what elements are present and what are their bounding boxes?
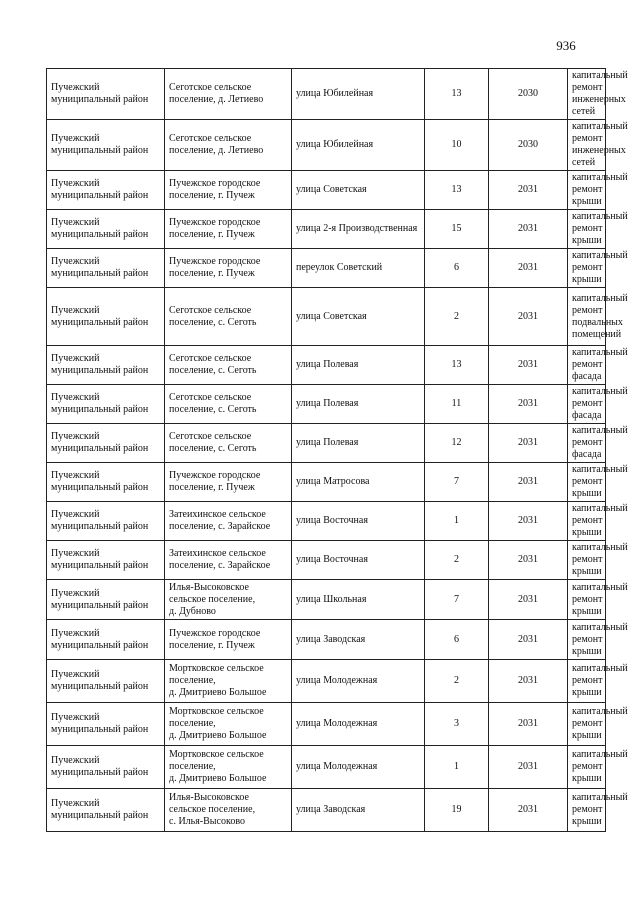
house-number-cell: 1: [425, 502, 489, 541]
table-row: [47, 620, 606, 660]
work-type-cell: капитальный ремонт крыши: [568, 171, 606, 210]
repair-year-cell: 2031: [489, 746, 568, 789]
street-cell: улица 2-я Производственная: [292, 210, 425, 249]
settlement-cell: Затеихинское сельское поселение, с. Зарайское: [165, 502, 292, 541]
settlement-cell: Пучежское городское поселение, г. Пучеж: [165, 463, 292, 502]
work-type-cell: капитальный ремонт крыши: [568, 463, 606, 502]
table-row: [47, 171, 606, 210]
table-row: [47, 69, 606, 120]
page-number: 936: [556, 38, 576, 53]
table-row: [47, 541, 606, 580]
registry-table: [46, 68, 628, 832]
district-cell: Пучежский муниципальный район: [47, 463, 165, 502]
settlement-cell: Пучежское городское поселение, г. Пучеж: [165, 210, 292, 249]
table-row: [47, 210, 606, 249]
street-cell: улица Полевая: [292, 385, 425, 424]
repair-year-cell: 2030: [489, 69, 568, 120]
street-cell: улица Матросова: [292, 463, 425, 502]
work-type-cell: капитальный ремонт крыши: [568, 580, 606, 620]
registry-table-body: [47, 69, 628, 832]
district-cell: Пучежский муниципальный район: [47, 288, 165, 346]
street-cell: улица Заводская: [292, 789, 425, 832]
settlement-cell: Мортковское сельское поселение, д. Дмитриево Большое: [165, 660, 292, 703]
work-type-cell: капитальный ремонт инженерных сетей: [568, 120, 606, 171]
house-number-cell: 7: [425, 580, 489, 620]
table-row: [47, 660, 606, 703]
work-type-cell: капитальный ремонт крыши: [568, 541, 606, 580]
work-type-cell: капитальный ремонт фасада: [568, 424, 606, 463]
work-type-cell: капитальный ремонт инженерных сетей: [568, 69, 606, 120]
district-cell: Пучежский муниципальный район: [47, 424, 165, 463]
settlement-cell: Сеготское сельское поселение, с. Сеготь: [165, 346, 292, 385]
settlement-cell: Илья-Высоковское сельское поселение, д. Дубново: [165, 580, 292, 620]
work-type-cell: капитальный ремонт крыши: [568, 789, 606, 832]
settlement-cell: Затеихинское сельское поселение, с. Зарайское: [165, 541, 292, 580]
work-type-cell: капитальный ремонт крыши: [568, 249, 606, 288]
street-cell: улица Восточная: [292, 541, 425, 580]
district-cell: Пучежский муниципальный район: [47, 69, 165, 120]
street-cell: переулок Советский: [292, 249, 425, 288]
street-cell: улица Молодежная: [292, 746, 425, 789]
house-number-cell: 6: [425, 249, 489, 288]
table-row: [47, 346, 606, 385]
house-number-cell: 13: [425, 69, 489, 120]
work-type-cell: капитальный ремонт крыши: [568, 620, 606, 660]
table-row: [47, 703, 606, 746]
table-row: [47, 385, 606, 424]
street-cell: улица Восточная: [292, 502, 425, 541]
repair-year-cell: 2031: [489, 288, 568, 346]
table-row: [47, 502, 606, 541]
repair-year-cell: 2031: [489, 660, 568, 703]
repair-year-cell: 2031: [489, 502, 568, 541]
work-type-cell: капитальный ремонт фасада: [568, 385, 606, 424]
street-cell: улица Полевая: [292, 424, 425, 463]
repair-year-cell: 2031: [489, 385, 568, 424]
work-type-cell: капитальный ремонт подвальных помещений: [568, 288, 606, 346]
work-type-cell: капитальный ремонт крыши: [568, 210, 606, 249]
house-number-cell: 2: [425, 660, 489, 703]
settlement-cell: Сеготское сельское поселение, д. Летиево: [165, 69, 292, 120]
repair-year-cell: 2031: [489, 580, 568, 620]
district-cell: Пучежский муниципальный район: [47, 620, 165, 660]
table-row: [47, 120, 606, 171]
work-type-cell: капитальный ремонт крыши: [568, 502, 606, 541]
house-number-cell: 3: [425, 703, 489, 746]
settlement-cell: Мортковское сельское поселение, д. Дмитриево Большое: [165, 746, 292, 789]
house-number-cell: 2: [425, 288, 489, 346]
house-number-cell: 13: [425, 346, 489, 385]
work-type-cell: капитальный ремонт крыши: [568, 660, 606, 703]
district-cell: Пучежский муниципальный район: [47, 746, 165, 789]
district-cell: Пучежский муниципальный район: [47, 789, 165, 832]
settlement-cell: Сеготское сельское поселение, с. Сеготь: [165, 288, 292, 346]
district-cell: Пучежский муниципальный район: [47, 171, 165, 210]
work-type-cell: капитальный ремонт крыши: [568, 746, 606, 789]
table-row: [47, 288, 606, 346]
table-row: [47, 789, 606, 832]
repair-year-cell: 2031: [489, 249, 568, 288]
repair-year-cell: 2031: [489, 703, 568, 746]
repair-year-cell: 2031: [489, 541, 568, 580]
repair-year-cell: 2030: [489, 120, 568, 171]
street-cell: улица Молодежная: [292, 660, 425, 703]
house-number-cell: 15: [425, 210, 489, 249]
settlement-cell: Пучежское городское поселение, г. Пучеж: [165, 249, 292, 288]
work-type-cell: капитальный ремонт крыши: [568, 703, 606, 746]
table-row: [47, 249, 606, 288]
street-cell: улица Советская: [292, 171, 425, 210]
table-row: [47, 424, 606, 463]
repair-year-cell: 2031: [489, 171, 568, 210]
repair-year-cell: 2031: [489, 210, 568, 249]
settlement-cell: Сеготское сельское поселение, с. Сеготь: [165, 424, 292, 463]
settlement-cell: Мортковское сельское поселение, д. Дмитриево Большое: [165, 703, 292, 746]
table-row: [47, 463, 606, 502]
district-cell: Пучежский муниципальный район: [47, 541, 165, 580]
district-cell: Пучежский муниципальный район: [47, 703, 165, 746]
table-row: [47, 746, 606, 789]
repair-year-cell: 2031: [489, 463, 568, 502]
repair-year-cell: 2031: [489, 789, 568, 832]
street-cell: улица Молодежная: [292, 703, 425, 746]
house-number-cell: 6: [425, 620, 489, 660]
house-number-cell: 7: [425, 463, 489, 502]
repair-year-cell: 2031: [489, 424, 568, 463]
settlement-cell: Сеготское сельское поселение, с. Сеготь: [165, 385, 292, 424]
street-cell: улица Школьная: [292, 580, 425, 620]
district-cell: Пучежский муниципальный район: [47, 210, 165, 249]
settlement-cell: Пучежское городское поселение, г. Пучеж: [165, 171, 292, 210]
repair-year-cell: 2031: [489, 620, 568, 660]
street-cell: улица Юбилейная: [292, 120, 425, 171]
district-cell: Пучежский муниципальный район: [47, 660, 165, 703]
table-row: [47, 580, 606, 620]
house-number-cell: 2: [425, 541, 489, 580]
house-number-cell: 11: [425, 385, 489, 424]
house-number-cell: 10: [425, 120, 489, 171]
repair-year-cell: 2031: [489, 346, 568, 385]
settlement-cell: Сеготское сельское поселение, д. Летиево: [165, 120, 292, 171]
street-cell: улица Юбилейная: [292, 69, 425, 120]
house-number-cell: 13: [425, 171, 489, 210]
street-cell: улица Заводская: [292, 620, 425, 660]
street-cell: улица Советская: [292, 288, 425, 346]
district-cell: Пучежский муниципальный район: [47, 502, 165, 541]
house-number-cell: 1: [425, 746, 489, 789]
street-cell: улица Полевая: [292, 346, 425, 385]
settlement-cell: Пучежское городское поселение, г. Пучеж: [165, 620, 292, 660]
district-cell: Пучежский муниципальный район: [47, 120, 165, 171]
district-cell: Пучежский муниципальный район: [47, 346, 165, 385]
work-type-cell: капитальный ремонт фасада: [568, 346, 606, 385]
district-cell: Пучежский муниципальный район: [47, 249, 165, 288]
house-number-cell: 12: [425, 424, 489, 463]
settlement-cell: Илья-Высоковское сельское поселение, с. Илья-Высоково: [165, 789, 292, 832]
district-cell: Пучежский муниципальный район: [47, 580, 165, 620]
house-number-cell: 19: [425, 789, 489, 832]
district-cell: Пучежский муниципальный район: [47, 385, 165, 424]
